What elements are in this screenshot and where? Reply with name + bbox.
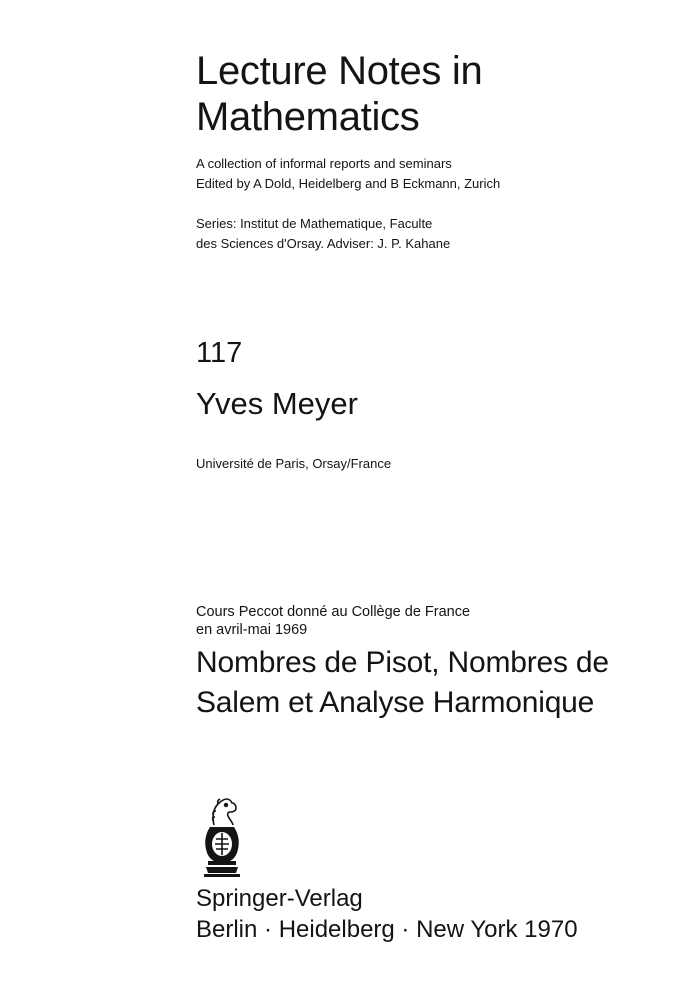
lecture-info-line-1: Cours Peccot donné au Collège de France <box>196 604 471 620</box>
book-title <box>196 643 609 723</box>
lecture-info-line-2: en avril-mai 1969 <box>196 622 308 638</box>
series-info <box>196 154 500 194</box>
lecture-info <box>196 603 470 639</box>
series-title-line-2: Mathematics <box>196 95 420 139</box>
book-title-line-1: Nombres de Pisot, Nombres de <box>196 646 609 679</box>
publisher-name: Springer-Verlag <box>196 885 363 912</box>
series-editors: Edited by A Dold, Heidelberg and B Eckmann, Zurich <box>196 176 501 191</box>
series-advisor-info <box>196 214 450 254</box>
series-title <box>196 48 482 140</box>
series-institute-line-2: des Sciences d'Orsay. Adviser: J. P. Kahane <box>196 236 451 251</box>
book-title-line-2: Salem et Analyse Harmonique <box>196 686 595 719</box>
publisher <box>196 883 578 945</box>
author-affiliation: Université de Paris, Orsay/France <box>196 456 392 471</box>
series-title-line-1: Lecture Notes in <box>196 49 483 93</box>
publisher-places-year: Berlin · Heidelberg · New York 1970 <box>196 916 578 943</box>
springer-knight-chess-piece-icon <box>196 795 248 879</box>
series-institute-line-1: Series: Institut de Mathematique, Faculte <box>196 216 433 231</box>
author-name: Yves Meyer <box>196 386 358 421</box>
series-description: A collection of informal reports and seminars <box>196 156 452 171</box>
volume-number: 117 <box>196 337 243 369</box>
